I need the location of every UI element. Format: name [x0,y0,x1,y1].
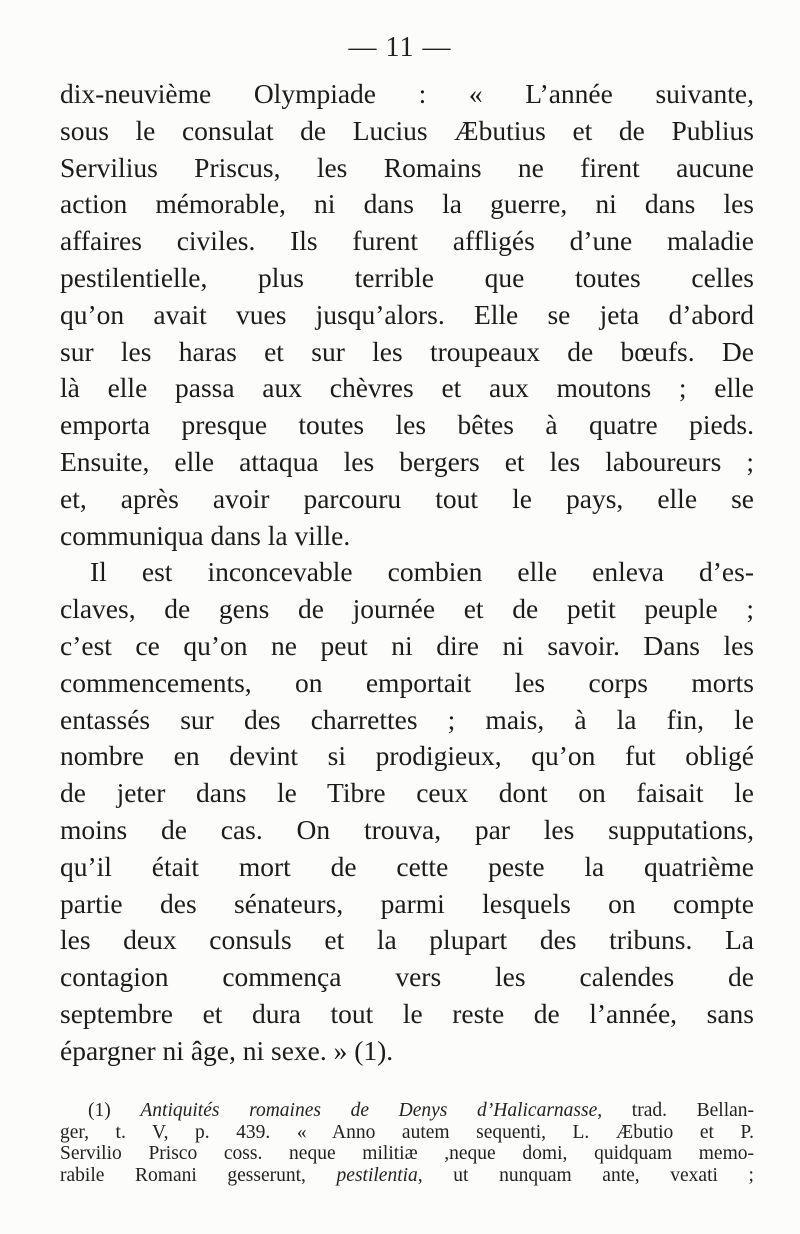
footnote-line: ger, t. V, p. 439. « Anno autem sequenti, L. Æbutio et P. [60,1121,754,1143]
footnote-line [60,1165,754,1187]
paragraph-2 [60,554,754,1069]
text-line: claves, de gens de journée et de petit peuple ; [60,593,754,625]
footnote-title: Antiquités romaines de Denys d’Halicarnasse, [140,1100,603,1121]
text-line: et, après avoir parcouru tout le pays, elle se [60,482,754,514]
text-line: septembre et dura tout le reste de l’année, sans [60,997,754,1029]
footnote-line: Servilio Prisco coss. neque militiæ ,neque domi, quidquam memo- [60,1143,754,1164]
paragraph-1 [60,76,754,554]
text-line: qu’on avait vues jusqu’alors. Elle se jeta d’abord [60,298,754,330]
footnote-text: ut nunquam ante, vexati ; [422,1164,754,1186]
text-line: sur les haras et sur les troupeaux de bœufs. De [60,335,754,367]
text-line: communiqua dans la ville. [60,519,351,551]
page-number: — 11 — [348,32,452,63]
footnote-line [60,1100,754,1122]
text-line: contagion commença vers les calendes de [60,961,754,993]
text-line: sous le consulat de Lucius Æbutius et de Publius [60,114,754,146]
text-line: affaires civiles. Ils furent affligés d’une maladie [60,225,754,257]
text-line: action mémorable, ni dans la guerre, ni dans les [60,188,754,220]
footnote-text: trad. Bellan- [602,1100,754,1121]
body-text [60,76,754,1070]
text-line: emporta presque toutes les bêtes à quatre pieds. [60,409,754,441]
text-line: dix-neuvième Olympiade : « L’année suivante, [60,78,754,109]
footnote [60,1100,754,1186]
text-line: épargner ni âge, ni sexe. » (1). [60,1034,394,1066]
text-line: là elle passa aux chèvres et aux moutons ; elle [60,372,754,404]
text-line: partie des sénateurs, parmi lesquels on compte [60,887,754,919]
text-line: moins de cas. On trouva, par les supputations, [60,813,754,845]
text-line: c’est ce qu’on ne peut ni dire ni savoir. Dans les [60,629,754,661]
text-line: Il est inconcevable combien elle enleva d’es- [90,556,754,588]
footnote-marker: (1) [88,1100,111,1121]
text-line: de jeter dans le Tibre ceux dont on faisait le [60,777,754,809]
text-line: pestilentielle, plus terrible que toutes celles [60,261,754,293]
text-line: les deux consuls et la plupart des tribuns. La [60,924,754,956]
text-line: entassés sur des charrettes ; mais, à la fin, le [60,703,754,735]
text-line: Servilius Priscus, les Romains ne firent aucune [60,151,754,183]
footnote-italic-word: pestilentia, [336,1164,423,1186]
footnote-text: rabile Romani gesserunt, [60,1164,337,1186]
text-line: nombre en devint si prodigieux, qu’on fut obligé [60,740,754,772]
text-line: qu’il était mort de cette peste la quatrième [60,850,754,882]
text-line: Ensuite, elle attaqua les bergers et les laboureurs ; [60,445,754,477]
text-line: commencements, on emportait les corps morts [60,666,754,698]
